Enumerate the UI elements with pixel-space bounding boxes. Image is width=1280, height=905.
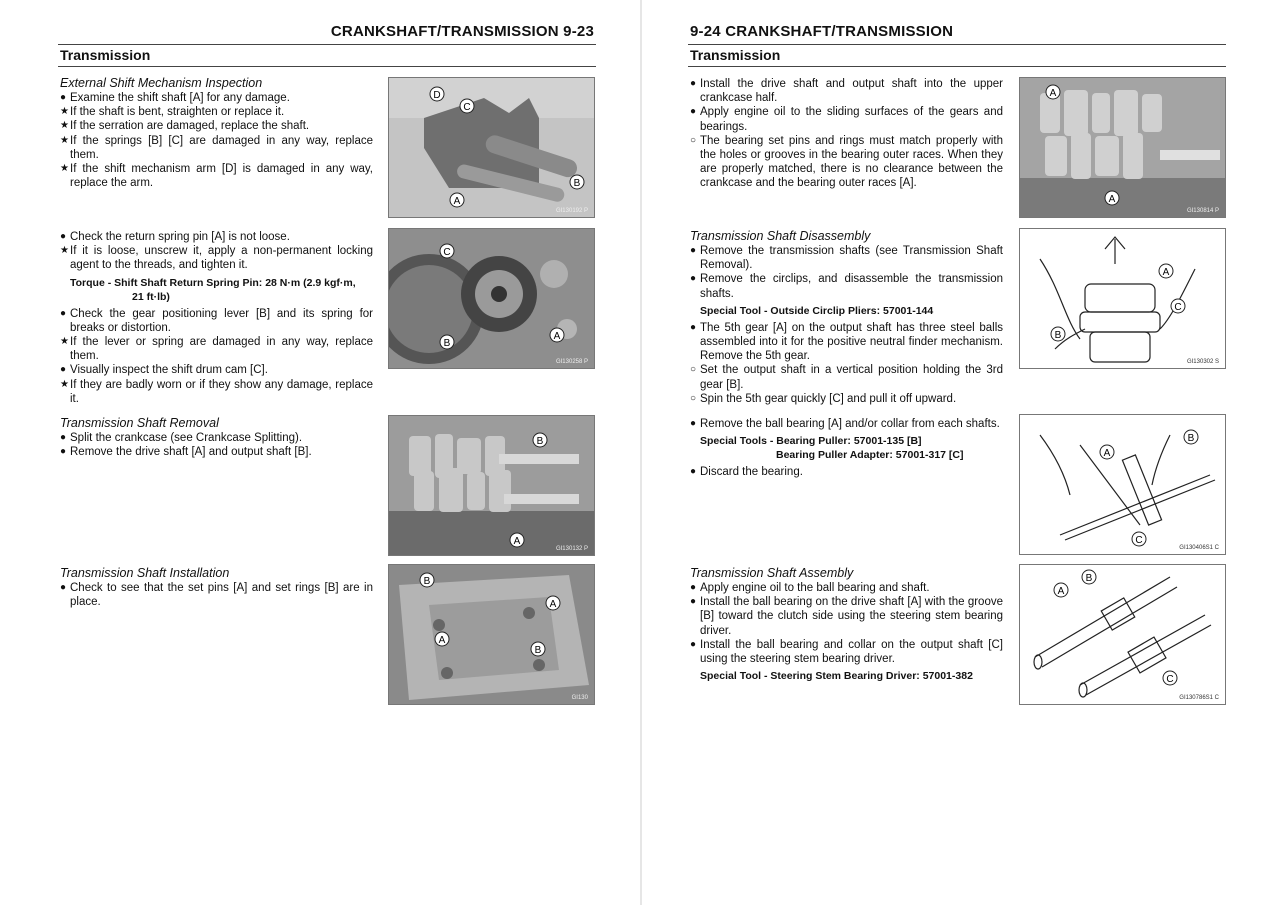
shaft-removal bbox=[60, 416, 373, 459]
list-item: ● Split the crankcase (see Crankcase Splitting). bbox=[60, 432, 303, 444]
crankcase-illustration bbox=[389, 565, 594, 704]
shift-shaft-illustration bbox=[389, 78, 594, 217]
callout-label: A bbox=[1162, 267, 1170, 278]
list-item: ★ If the serration are damaged, replace the shaft. bbox=[60, 120, 310, 133]
callout-label: D bbox=[433, 90, 441, 101]
figure-shaft-assembly-drawing bbox=[1019, 564, 1226, 705]
shafts-line-drawing bbox=[1020, 565, 1225, 704]
shaft-installation bbox=[60, 566, 373, 609]
callout-label: A bbox=[1108, 194, 1116, 205]
callout-label: C bbox=[463, 102, 471, 113]
figure-code: GI130258 P bbox=[555, 359, 588, 365]
list-item: ● Install the ball bearing and collar on the output shaft [C] using the steering stem bearing driver. bbox=[690, 638, 1003, 666]
section-rule bbox=[58, 66, 596, 67]
list-item: ● Apply engine oil to the ball bearing and shaft. bbox=[690, 582, 930, 594]
list-item: ● Check to see that the set pins [A] and set rings [B] are in place. bbox=[60, 582, 373, 609]
list-item: ● Discard the bearing. bbox=[690, 466, 803, 479]
list-item: ● Install the ball bearing on the drive shaft [A] with the groove [B] toward the clutch side using the steering stem bearing driver. bbox=[690, 596, 1003, 637]
figure-disassembly-drawing bbox=[1019, 228, 1226, 369]
shafts-illustration bbox=[389, 416, 594, 555]
figure-code: GI130 bbox=[571, 695, 588, 701]
callout-label: C bbox=[1166, 674, 1174, 685]
list-item: ● Visually inspect the shift drum cam [C]. bbox=[60, 364, 268, 377]
torque-spec: Torque - Shift Shaft Return Spring Pin: 28 N·m (2.9 kgf·m, 21 ft·lb) bbox=[70, 276, 356, 303]
page-header: CRANKSHAFT/TRANSMISSION 9-23 bbox=[330, 23, 594, 40]
subheading: Transmission Shaft Assembly bbox=[690, 566, 854, 580]
list-item: ● The 5th gear [A] on the output shaft has three steel balls assembled into it for the positive neutral finder mechanism. Remove the 5th gear. bbox=[690, 321, 1003, 363]
section-title: Transmission bbox=[690, 47, 781, 63]
callout-label: A bbox=[549, 599, 557, 610]
section-title: Transmission bbox=[60, 47, 151, 63]
list-item: ● Check the gear positioning lever [B] and its spring for breaks or distortion. bbox=[60, 307, 373, 334]
figure-shift-shaft-photo bbox=[388, 77, 595, 218]
list-item: ★ If the shift mechanism arm [D] is damaged in any way, replace the arm. bbox=[60, 163, 373, 190]
list-item: ★ If it is loose, unscrew it, apply a non-permanent locking agent to the threads, and tighten it. bbox=[60, 245, 373, 272]
list-item: ● Remove the transmission shafts (see Transmission Shaft Removal). bbox=[690, 245, 1003, 272]
gear-illustration bbox=[389, 229, 594, 368]
list-item: ○ Spin the 5th gear quickly [C] and pull it off upward. bbox=[690, 392, 957, 405]
figure-return-spring-photo bbox=[388, 228, 595, 369]
callout-label: C bbox=[1135, 535, 1143, 546]
list-item: ★ If they are badly worn or if they show any damage, replace it. bbox=[60, 378, 373, 405]
list-item: ○ Set the output shaft in a vertical position holding the 3rd gear [B]. bbox=[690, 364, 1003, 391]
callout-label: B bbox=[443, 338, 451, 349]
shift-mechanism-inspection bbox=[60, 76, 373, 190]
right-page bbox=[642, 0, 1280, 905]
figure-code: GI130132 P bbox=[555, 546, 588, 552]
list-item: ● Examine the shift shaft [A] for any damage. bbox=[60, 92, 290, 104]
list-item: ● Remove the ball bearing [A] and/or collar from each shafts. bbox=[690, 418, 1000, 430]
callout-label: A bbox=[553, 331, 561, 342]
callout-label: C bbox=[1174, 302, 1182, 313]
list-item: ● Remove the drive shaft [A] and output shaft [B]. bbox=[60, 446, 312, 459]
callout-label: B bbox=[1085, 573, 1093, 584]
shaft-disassembly bbox=[690, 229, 1003, 406]
shaft-install-notes bbox=[690, 77, 1003, 191]
list-item: ★ If the springs [B] [C] are damaged in any way, replace them. bbox=[60, 134, 373, 161]
callout-label: A bbox=[438, 635, 446, 646]
list-item: ● Install the drive shaft and output shaft into the upper crankcase half. bbox=[690, 78, 1003, 105]
list-item: ● Remove the circlips, and disassemble the transmission shafts. bbox=[690, 273, 1003, 300]
callout-label: B bbox=[1054, 330, 1062, 341]
callout-label: A bbox=[1049, 88, 1057, 99]
callout-label: C bbox=[443, 247, 451, 258]
callout-label: A bbox=[1057, 586, 1065, 597]
special-tools: Special Tools - Bearing Puller: 57001-135 [B] Bearing Puller Adapter: 57001-317 [C] bbox=[700, 435, 964, 462]
figure-set-pins-photo bbox=[388, 564, 595, 705]
bearing-removal bbox=[690, 417, 1003, 479]
return-spring-check bbox=[60, 230, 373, 406]
callout-label: A bbox=[513, 536, 521, 547]
list-item: ★ If the shaft is bent, straighten or replace it. bbox=[60, 106, 285, 119]
figure-code: GI130814 P bbox=[1186, 208, 1219, 214]
list-item: ● Apply engine oil to the sliding surfaces of the gears and bearings. bbox=[690, 106, 1003, 133]
figure-code: GI130786S1 C bbox=[1179, 695, 1219, 701]
bearing-puller-line-drawing bbox=[1020, 415, 1225, 554]
page-header: 9-24 CRANKSHAFT/TRANSMISSION bbox=[690, 23, 954, 40]
callout-label: B bbox=[536, 436, 544, 447]
disassembly-line-drawing bbox=[1020, 229, 1225, 368]
figure-code: GI130406S1 C bbox=[1179, 545, 1219, 551]
special-tool: Special Tool - Steering Stem Bearing Driver: 57001-382 bbox=[700, 670, 973, 683]
list-item: ○ The bearing set pins and rings must match properly with the holes or grooves in the bearing outer races. When they are properly matched, there is no clearance between the crankcase and the bearing outer races [A]. bbox=[690, 134, 1003, 190]
figure-shafts-installed-photo bbox=[1019, 77, 1226, 218]
callout-label: B bbox=[573, 178, 581, 189]
header-rule bbox=[58, 44, 596, 45]
subheading: External Shift Mechanism Inspection bbox=[60, 76, 263, 90]
subheading: Transmission Shaft Removal bbox=[60, 416, 219, 430]
callout-label: B bbox=[1187, 433, 1195, 444]
subheading: Transmission Shaft Installation bbox=[60, 566, 230, 580]
section-rule bbox=[688, 66, 1226, 67]
figure-bearing-puller-drawing bbox=[1019, 414, 1226, 555]
figure-shaft-removal-photo bbox=[388, 415, 595, 556]
special-tool: Special Tool - Outside Circlip Pliers: 57001-144 bbox=[700, 304, 934, 317]
figure-code: GI130192 P bbox=[555, 208, 588, 214]
installed-shafts-illustration bbox=[1020, 78, 1225, 217]
list-item: ★ If the lever or spring are damaged in any way, replace them. bbox=[60, 336, 373, 363]
callout-label: A bbox=[1103, 448, 1111, 459]
callout-label: A bbox=[453, 196, 461, 207]
header-rule bbox=[688, 44, 1226, 45]
callout-label: B bbox=[534, 645, 542, 656]
subheading: Transmission Shaft Disassembly bbox=[690, 229, 871, 243]
figure-code: GI130302 S bbox=[1186, 359, 1219, 365]
callout-label: B bbox=[423, 576, 431, 587]
shaft-assembly bbox=[690, 566, 1003, 686]
list-item: ● Check the return spring pin [A] is not loose. bbox=[60, 231, 290, 243]
